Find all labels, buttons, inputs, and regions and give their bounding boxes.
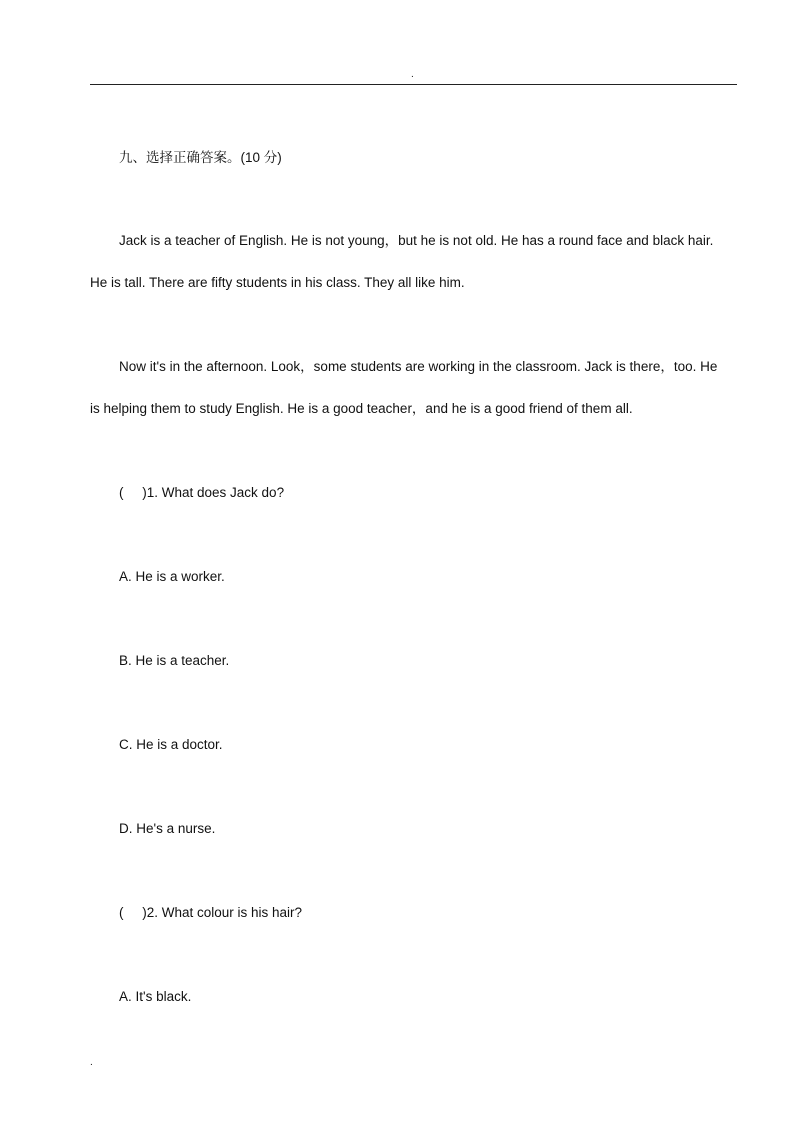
question-2-option-a: A. It's black. [119,989,192,1004]
section-title: 九、选择正确答案。(10 分) [119,150,282,165]
footer-mark: . [90,1057,93,1068]
question-1-option-b: B. He is a teacher. [119,653,230,668]
header-mark: . [411,69,414,80]
question-1-option-a: A. He is a worker. [119,569,225,584]
question-2-prompt: ( )2. What colour is his hair? [119,905,303,920]
question-1-option-c: C. He is a doctor. [119,737,223,752]
passage-paragraph-2-line-2: is helping them to study English. He is a good teacher，and he is a good friend of them all. [90,401,633,416]
passage-paragraph-1-line-1: Jack is a teacher of English. He is not young，but he is not old. He has a round face and black hair. [119,233,714,248]
question-1-prompt: ( )1. What does Jack do? [119,485,285,500]
passage-paragraph-2-line-1: Now it's in the afternoon. Look，some students are working in the classroom. Jack is there，too. He [119,359,718,374]
passage-paragraph-1-line-2: He is tall. There are fifty students in his class. They all like him. [90,275,465,290]
question-1-option-d: D. He's a nurse. [119,821,216,836]
header-rule [90,84,737,85]
